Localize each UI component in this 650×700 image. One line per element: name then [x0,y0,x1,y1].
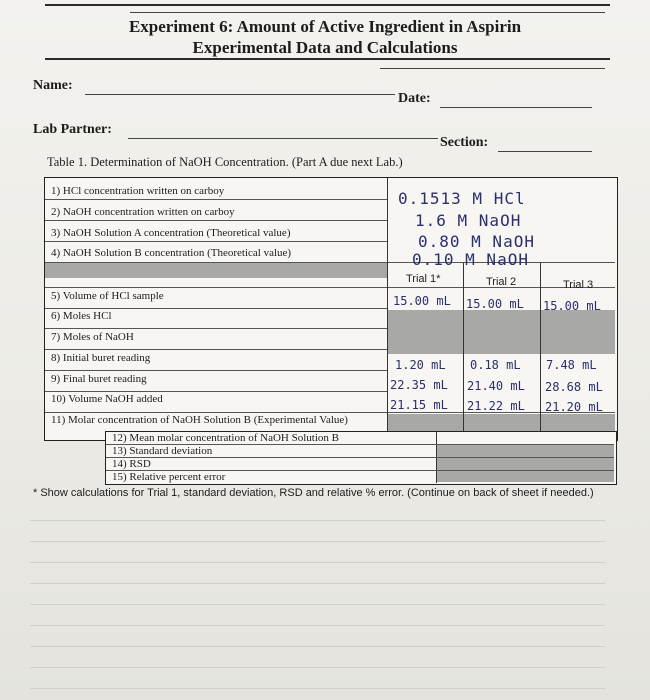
date-line[interactable] [440,107,592,108]
hand-final-t2: 21.40 mL [467,379,525,393]
page-title: Experiment 6: Amount of Active Ingredient in Aspirin [128,17,522,36]
date-label: Date: [398,91,431,106]
row-divider [45,370,387,371]
row-final-buret: 9) Final buret reading [51,373,147,385]
name-label: Name: [33,78,73,93]
row-moles-hcl: 6) Moles HCl [51,310,112,322]
column-divider [463,263,464,439]
row-divider [45,287,615,288]
title-underline [45,58,610,60]
hand-added-t3: 21.20 mL [545,400,603,414]
footnote: * Show calculations for Trial 1, standard deviation, RSD and relative % error. (Continue on back of sheet if needed.) [33,487,594,499]
lab-partner-line[interactable] [128,138,438,139]
hand-final-t3: 28.68 mL [545,380,603,394]
name-line[interactable] [85,94,395,95]
hand-naoh-a: 0.80 M NaOH [418,232,535,251]
hand-added-t2: 21.22 mL [467,399,525,413]
trial-1-header: Trial 1* [406,273,441,285]
row-rel-error: 15) Relative percent error [112,471,226,483]
section-label: Section: [440,135,489,150]
row-divider [45,349,387,350]
row-initial-buret: 8) Initial buret reading [51,352,151,364]
row-naoh-b-theoretical: 4) NaOH Solution B concentration (Theoretical value) [51,247,292,259]
lab-partner-label: Lab Partner: [33,122,112,137]
hand-initial-t2: 0.18 mL [470,358,521,372]
trial-3-header: Trial 3 [563,279,594,291]
hand-initial-t3: 7.48 mL [546,358,597,372]
row-volume-naoh: 10) Volume NaOH added [51,393,163,405]
column-divider [387,178,388,439]
writing-line [30,646,605,647]
hand-vol-t2: 15.00 mL [466,297,524,311]
top-rule-thin [130,12,605,13]
table-caption: Table 1. Determination of NaOH Concentration. (Part A due next Lab.) [47,155,403,169]
row-naoh-carboy: 2) NaOH concentration written on carboy [51,206,235,218]
row-divider [45,412,615,413]
trial-2-header: Trial 2 [486,276,517,288]
row-moles-naoh: 7) Moles of NaOH [51,331,134,343]
writing-line [30,667,605,668]
row-divider [45,241,387,242]
hand-vol-t1: 15.00 mL [393,294,451,308]
hand-vol-t3: 15.00 mL [543,299,601,313]
row-divider [106,457,614,458]
header-shade [45,262,387,278]
writing-line [30,583,605,584]
top-rule [45,4,610,6]
shaded-trial-cells [388,310,615,354]
section-line[interactable] [498,151,592,152]
writing-line [30,520,605,521]
title-underline-thin [380,68,605,69]
row-divider [45,328,387,329]
page-subtitle: Experimental Data and Calculations [192,38,458,57]
hand-hcl-conc: 0.1513 M HCl [398,189,526,208]
hand-added-t1: 21.15 mL [390,398,448,412]
row-divider [45,220,387,221]
stats-shade [437,444,614,482]
row-molar-conc: 11) Molar concentration of NaOH Solution B (Experimental Value) [51,414,348,426]
hand-naoh-conc: 1.6 M NaOH [415,211,522,230]
hand-naoh-b: 0.10 M NaOH [412,250,529,269]
row-divider [45,199,387,200]
column-divider [540,263,541,439]
row-mean-conc: 12) Mean molar concentration of NaOH Solution B [112,432,339,444]
hand-initial-t1: 1.20 mL [395,358,446,372]
writing-line [30,562,605,563]
row-divider [45,308,387,309]
row-rsd: 14) RSD [112,458,151,470]
row-volume-hcl: 5) Volume of HCl sample [51,290,164,302]
writing-line [30,541,605,542]
writing-line [30,625,605,626]
writing-line [30,604,605,605]
row-std-dev: 13) Standard deviation [112,445,213,457]
hand-final-t1: 22.35 mL [390,378,448,392]
writing-line [30,688,605,689]
row-hcl-carboy: 1) HCl concentration written on carboy [51,185,225,197]
row-naoh-a-theoretical: 3) NaOH Solution A concentration (Theoretical value) [51,227,291,239]
row-divider [45,391,387,392]
row-divider [45,262,615,263]
